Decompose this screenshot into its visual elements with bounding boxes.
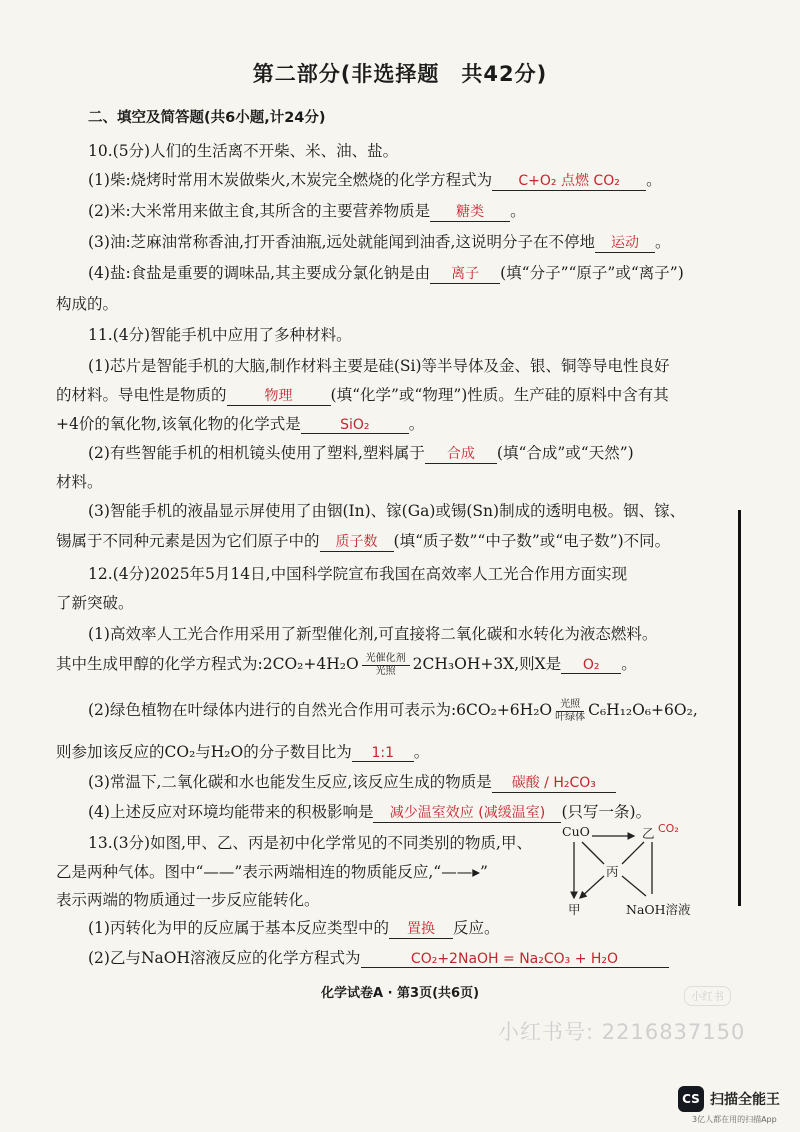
q12-p1-line1: (1)高效率人工光合作用采用了新型催化剂,可直接将二氧化碳和水转化为液态燃料。 [88,625,658,643]
page-footer: 化学试卷A · 第3页(共6页) [320,986,480,1001]
q11-p1-line3a: +4价的氧化物,该氧化物的化学式是 [56,415,301,433]
q12-p1-cond-top: 光催化剂 [362,653,410,666]
q10-part4 [88,261,684,284]
diagram-yi: 乙 [642,826,655,841]
q11-p2-line1a: (2)有些智能手机的相机镜头使用了塑料,塑料属于 [88,444,425,462]
q12-p3 [88,770,616,793]
watermark-logo: 小红书 [684,986,731,1006]
q13-stem2: 乙是两种气体。图中“——”表示两端相连的物质能反应,“——▸” [56,863,488,881]
q13-p2-answer: CO₂+2NaOH = Na₂CO₃ + H₂O [361,951,669,968]
q11-p3-line2b: (填“质子数”“中子数”或“电子数”)不同。 [393,532,671,550]
margin-pen-mark [738,510,741,906]
q13-p1-tail: 反应。 [452,919,500,937]
q10-p4-cont: 构成的。 [56,295,119,313]
q11-p1-line2a: 的材料。导电性是物质的 [56,386,227,404]
q11-p3-line2a: 锡属于不同种元素是因为它们原子中的 [56,532,320,550]
q10-part2: (2)米:大米常用来做主食,其所含的主要营养物质是 糖类 。 [88,202,526,220]
q11-p1-line3: +4价的氧化物,该氧化物的化学式是 SiO₂ 。 [56,415,425,433]
q12-p1-line2: 其中生成甲醇的化学方程式为:2CO₂+4H₂O $\frac{\text{光催化剂}}{\text{光照}}$ 2CH₃OH+3X,则X是 O₂ 。 [56,652,637,677]
q12-p1-condition [362,653,410,678]
q12-p2-condition [555,699,585,724]
q10-p3-answer: 运动 [595,232,655,253]
q13-stem3: 表示两端的物质通过一步反应能转化。 [56,891,320,909]
q10-p1-text: (1)柴:烧烤时常用木炭做柴火,木炭完全燃烧的化学方程式为 [88,171,493,189]
q12-p1-answer: O₂ [561,657,621,674]
q12-stem1: 12.(4分)2025年5月14日,中国科学院宣布我国在高效率人工光合作用方面实现 [88,565,628,583]
diagram-cuo: CuO [562,824,590,839]
q11-p2-answer: 合成 [425,443,497,464]
q11-p1-answer2: SiO₂ [301,417,409,434]
section-heading: 二、填空及简答题(共6小题,计24分) [88,110,326,126]
q13-p1-answer: 置换 [389,918,453,939]
diagram-jia: 甲 [568,902,581,917]
q13-reaction-diagram [562,820,712,920]
q10-p1-answer: C+O₂ 点燃 CO₂ [492,170,646,191]
q12-p1-line2b: 2CH₃OH+3X,则X是 [412,655,562,673]
q13-p2 [88,946,669,968]
page-title: 第二部分(非选择题 共42分) [252,62,548,86]
q11-p1-answer1: 物理 [227,385,331,406]
q10-stem: 10.(5分)人们的生活离不开柴、米、油、盐。 [88,142,399,160]
q11-p1-line2 [56,383,669,406]
q13-p2-text: (2)乙与NaOH溶液反应的化学方程式为 [88,949,361,967]
q10-p4-text: (4)盐:食盐是重要的调味品,其主要成分氯化钠是由 [88,264,431,282]
q12-p3-text: (3)常温下,二氧化碳和水也能发生反应,该反应生成的物质是 [88,773,492,791]
camscanner-badge [678,1086,780,1112]
q11-p1-line2b: (填“化学”或“物理”)性质。生产硅的原料中含有其 [330,386,669,404]
q10-p4-answer: 离子 [430,263,500,284]
q12-p2-line1a: (2)绿色植物在叶绿体内进行的自然光合作用可表示为:6CO₂+6H₂O [88,701,553,719]
q12-p3-answer: 碳酸 / H₂CO₃ [492,772,616,793]
q12-p2-line2: 则参加该反应的CO₂与H₂O的分子数目比为 1:1 。 [56,743,430,761]
q10-part3: (3)油:芝麻油常称香油,打开香油瓶,远处就能闻到油香,这说明分子在不停地 运动 。 [88,233,671,251]
q12-p2-answer: 1:1 [352,745,414,762]
q13-stem1: 13.(3分)如图,甲、乙、丙是初中化学常见的不同类别的物质,甲、 [88,834,532,852]
q10-p3-text: (3)油:芝麻油常称香油,打开香油瓶,远处就能闻到油香,这说明分子在不停地 [88,233,595,251]
q12-p2-line2a: 则参加该反应的CO₂与H₂O的分子数目比为 [56,743,352,761]
q12-stem2: 了新突破。 [56,594,134,612]
diagram-naoh: NaOH溶液 [626,902,691,917]
q12-p1-line2a: 其中生成甲醇的化学方程式为:2CO₂+4H₂O [56,655,359,673]
q13-p1-text: (1)丙转化为甲的反应属于基本反应类型中的 [88,919,389,937]
camscanner-name: 扫描全能王 [710,1092,780,1108]
q12-p4-tail: (只写一条)。 [561,803,652,821]
q13-p1 [88,916,499,939]
q12-p4-text: (4)上述反应对环境均能带来的积极影响是 [88,803,374,821]
q11-p3-line1: (3)智能手机的液晶显示屏使用了由铟(In)、镓(Ga)或锡(Sn)制成的透明电极。铟、镓、 [88,502,686,520]
camscanner-tagline: 3亿人都在用的扫描App [692,1115,777,1124]
watermark-text: 小红书号: 2216837150 [498,1020,746,1044]
q11-p1-line1: (1)芯片是智能手机的大脑,制作材料主要是硅(Si)等半导体及金、银、铜等导电性良好 [88,357,670,375]
diagram-yi-note: CO₂ [658,822,679,835]
q11-stem: 11.(4分)智能手机中应用了多种材料。 [88,326,352,344]
q12-p2-cond-top: 光照 [556,699,584,712]
diagram-bing: 丙 [606,864,619,879]
q12-p1-cond-bot: 光照 [375,665,396,677]
camscanner-logo-icon: CS [678,1086,704,1112]
q12-p2-line1b: C₆H₁₂O₆+6O₂, [588,701,698,719]
q12-p4-answer: 减少温室效应 (减缓温室) [373,802,561,823]
q11-p3-answer: 质子数 [320,531,394,552]
q11-p3-line2 [56,529,670,552]
q10-p4-tail: (填“分子”“原子”或“离子”) [500,264,684,282]
q10-p2-text: (2)米:大米常用来做主食,其所含的主要营养物质是 [88,202,431,220]
q11-p2-line1 [88,441,634,464]
q10-part1: (1)柴:烧烤时常用木炭做柴火,木炭完全燃烧的化学方程式为 C+O₂ 点燃 CO₂ 。 [88,171,662,189]
q12-p2-cond-bot: 叶绿体 [555,711,586,723]
q10-p2-answer: 糖类 [430,201,510,222]
q11-p2-line2: 材料。 [56,473,103,491]
q11-p2-line1b: (填“合成”或“天然”) [496,444,634,462]
q12-p2-line1 [88,698,698,724]
